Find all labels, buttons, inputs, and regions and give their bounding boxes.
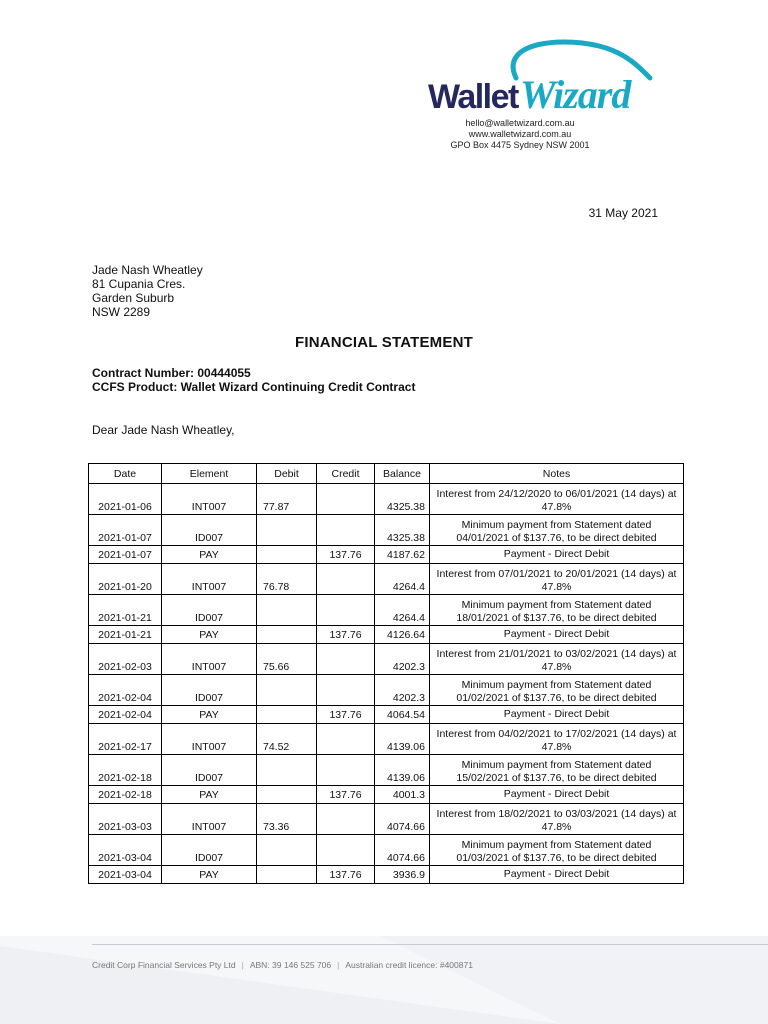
cell-element: PAY (162, 626, 257, 644)
footer-background (0, 936, 768, 1024)
cell-credit (317, 515, 375, 546)
cell-date: 2021-03-04 (89, 835, 162, 866)
cell-date: 2021-02-18 (89, 755, 162, 786)
cell-debit: 73.36 (257, 804, 317, 835)
column-header-debit: Debit (257, 464, 317, 484)
table-row (89, 675, 684, 706)
cell-debit (257, 595, 317, 626)
cell-notes: Minimum payment from Statement dated 04/01/2021 of $137.76, to be direct debited (430, 515, 684, 546)
cell-element: INT007 (162, 564, 257, 595)
cell-notes: Interest from 24/12/2020 to 06/01/2021 (14 days) at 47.8% (430, 484, 684, 515)
cell-balance: 4187.62 (375, 546, 430, 564)
cell-notes: Payment - Direct Debit (430, 786, 684, 804)
cell-date: 2021-02-04 (89, 675, 162, 706)
cell-date: 2021-03-04 (89, 866, 162, 884)
cell-element: PAY (162, 786, 257, 804)
cell-debit: 75.66 (257, 644, 317, 675)
table-row (89, 644, 684, 675)
table-row (89, 804, 684, 835)
cell-date: 2021-02-17 (89, 724, 162, 755)
column-header-balance: Balance (375, 464, 430, 484)
ccfs-product: CCFS Product: Wallet Wizard Continuing Credit Contract (92, 380, 416, 394)
cell-balance: 4139.06 (375, 755, 430, 786)
cell-date: 2021-01-06 (89, 484, 162, 515)
cell-element: ID007 (162, 595, 257, 626)
table-row (89, 724, 684, 755)
cell-element: INT007 (162, 644, 257, 675)
table-row (89, 546, 684, 564)
cell-element: PAY (162, 866, 257, 884)
cell-debit (257, 755, 317, 786)
cell-notes: Interest from 21/01/2021 to 03/02/2021 (14 days) at 47.8% (430, 644, 684, 675)
cell-date: 2021-01-20 (89, 564, 162, 595)
cell-balance: 4074.66 (375, 835, 430, 866)
cell-element: INT007 (162, 724, 257, 755)
cell-debit (257, 546, 317, 564)
table-header-row (89, 464, 684, 484)
column-header-date: Date (89, 464, 162, 484)
footer: Credit Corp Financial Services Pty Ltd | ABN: 39 146 525 706 | Australian credit licence: #400871 (92, 960, 473, 970)
cell-debit (257, 675, 317, 706)
cell-credit: 137.76 (317, 626, 375, 644)
cell-balance: 4074.66 (375, 804, 430, 835)
cell-credit (317, 675, 375, 706)
cell-credit (317, 724, 375, 755)
cell-debit (257, 786, 317, 804)
cell-balance: 4202.3 (375, 675, 430, 706)
cell-date: 2021-03-03 (89, 804, 162, 835)
cell-balance: 4064.54 (375, 706, 430, 724)
cell-credit (317, 755, 375, 786)
cell-date: 2021-02-03 (89, 644, 162, 675)
logo-text-wizard: Wizard (520, 72, 631, 117)
table-row (89, 515, 684, 546)
cell-element: ID007 (162, 755, 257, 786)
statement-table-body (89, 484, 684, 884)
cell-element: PAY (162, 546, 257, 564)
cell-debit (257, 835, 317, 866)
cell-debit: 77.87 (257, 484, 317, 515)
cell-notes: Minimum payment from Statement dated 01/03/2021 of $137.76, to be direct debited (430, 835, 684, 866)
column-header-element: Element (162, 464, 257, 484)
cell-element: PAY (162, 706, 257, 724)
cell-credit: 137.76 (317, 786, 375, 804)
document-title: FINANCIAL STATEMENT (295, 334, 473, 351)
table-row (89, 866, 684, 884)
cell-element: INT007 (162, 484, 257, 515)
cell-debit (257, 706, 317, 724)
cell-notes: Minimum payment from Statement dated 18/01/2021 of $137.76, to be direct debited (430, 595, 684, 626)
cell-credit (317, 804, 375, 835)
cell-date: 2021-02-18 (89, 786, 162, 804)
logo-text-wallet: Wallet (428, 78, 518, 116)
cell-balance: 4325.38 (375, 515, 430, 546)
footer-divider (92, 944, 768, 945)
cell-credit (317, 564, 375, 595)
wallet-wizard-logo (428, 38, 664, 118)
cell-notes: Payment - Direct Debit (430, 706, 684, 724)
address-line: Garden Suburb (92, 291, 175, 305)
cell-balance: 4126.64 (375, 626, 430, 644)
cell-balance: 4202.3 (375, 644, 430, 675)
cell-credit (317, 484, 375, 515)
contact-block (420, 118, 620, 151)
cell-notes: Interest from 04/02/2021 to 17/02/2021 (14 days) at 47.8% (430, 724, 684, 755)
cell-notes: Minimum payment from Statement dated 01/02/2021 of $137.76, to be direct debited (430, 675, 684, 706)
table-row (89, 755, 684, 786)
contact-email[interactable]: hello@walletwizard.com.au (465, 118, 575, 128)
cell-debit (257, 515, 317, 546)
footer-abn: ABN: 39 146 525 706 (249, 960, 332, 970)
table-row (89, 595, 684, 626)
cell-debit (257, 626, 317, 644)
cell-element: INT007 (162, 804, 257, 835)
cell-notes: Interest from 18/02/2021 to 03/03/2021 (14 days) at 47.8% (430, 804, 684, 835)
column-header-credit: Credit (317, 464, 375, 484)
column-header-notes: Notes (430, 464, 684, 484)
cell-balance: 4001.3 (375, 786, 430, 804)
cell-balance: 4264.4 (375, 564, 430, 595)
cell-element: ID007 (162, 515, 257, 546)
cell-date: 2021-01-21 (89, 595, 162, 626)
table-row (89, 484, 684, 515)
table-row (89, 706, 684, 724)
cell-notes: Payment - Direct Debit (430, 866, 684, 884)
cell-debit: 74.52 (257, 724, 317, 755)
cell-balance: 4325.38 (375, 484, 430, 515)
address-line: NSW 2289 (92, 305, 151, 319)
cell-notes: Minimum payment from Statement dated 15/02/2021 of $137.76, to be direct debited (430, 755, 684, 786)
table-row (89, 626, 684, 644)
cell-credit: 137.76 (317, 706, 375, 724)
contact-postal: GPO Box 4475 Sydney NSW 2001 (450, 140, 590, 150)
cell-credit: 137.76 (317, 546, 375, 564)
cell-date: 2021-02-04 (89, 706, 162, 724)
cell-balance: 3936.9 (375, 866, 430, 884)
contact-website[interactable]: www.walletwizard.com.au (468, 129, 572, 139)
cell-notes: Payment - Direct Debit (430, 626, 684, 644)
footer-company: Credit Corp Financial Services Pty Ltd (92, 960, 236, 970)
cell-date: 2021-01-07 (89, 515, 162, 546)
cell-debit (257, 866, 317, 884)
cell-credit (317, 644, 375, 675)
cell-credit (317, 595, 375, 626)
table-row (89, 786, 684, 804)
statement-table (88, 463, 684, 884)
cell-debit: 76.78 (257, 564, 317, 595)
address-line: 81 Cupania Cres. (92, 277, 186, 291)
footer-licence: Australian credit licence: #400871 (345, 960, 473, 970)
cell-credit: 137.76 (317, 866, 375, 884)
cell-date: 2021-01-07 (89, 546, 162, 564)
cell-balance: 4139.06 (375, 724, 430, 755)
cell-notes: Interest from 07/01/2021 to 20/01/2021 (14 days) at 47.8% (430, 564, 684, 595)
salutation: Dear Jade Nash Wheatley, (92, 423, 235, 437)
cell-date: 2021-01-21 (89, 626, 162, 644)
contract-info (92, 366, 415, 394)
table-row (89, 835, 684, 866)
recipient-address (92, 263, 203, 319)
cell-credit (317, 835, 375, 866)
table-row (89, 564, 684, 595)
address-line: Jade Nash Wheatley (92, 263, 203, 277)
cell-notes: Payment - Direct Debit (430, 546, 684, 564)
contract-number: Contract Number: 00444055 (92, 366, 251, 380)
cell-balance: 4264.4 (375, 595, 430, 626)
cell-element: ID007 (162, 835, 257, 866)
cell-element: ID007 (162, 675, 257, 706)
letter-date: 31 May 2021 (588, 206, 658, 220)
